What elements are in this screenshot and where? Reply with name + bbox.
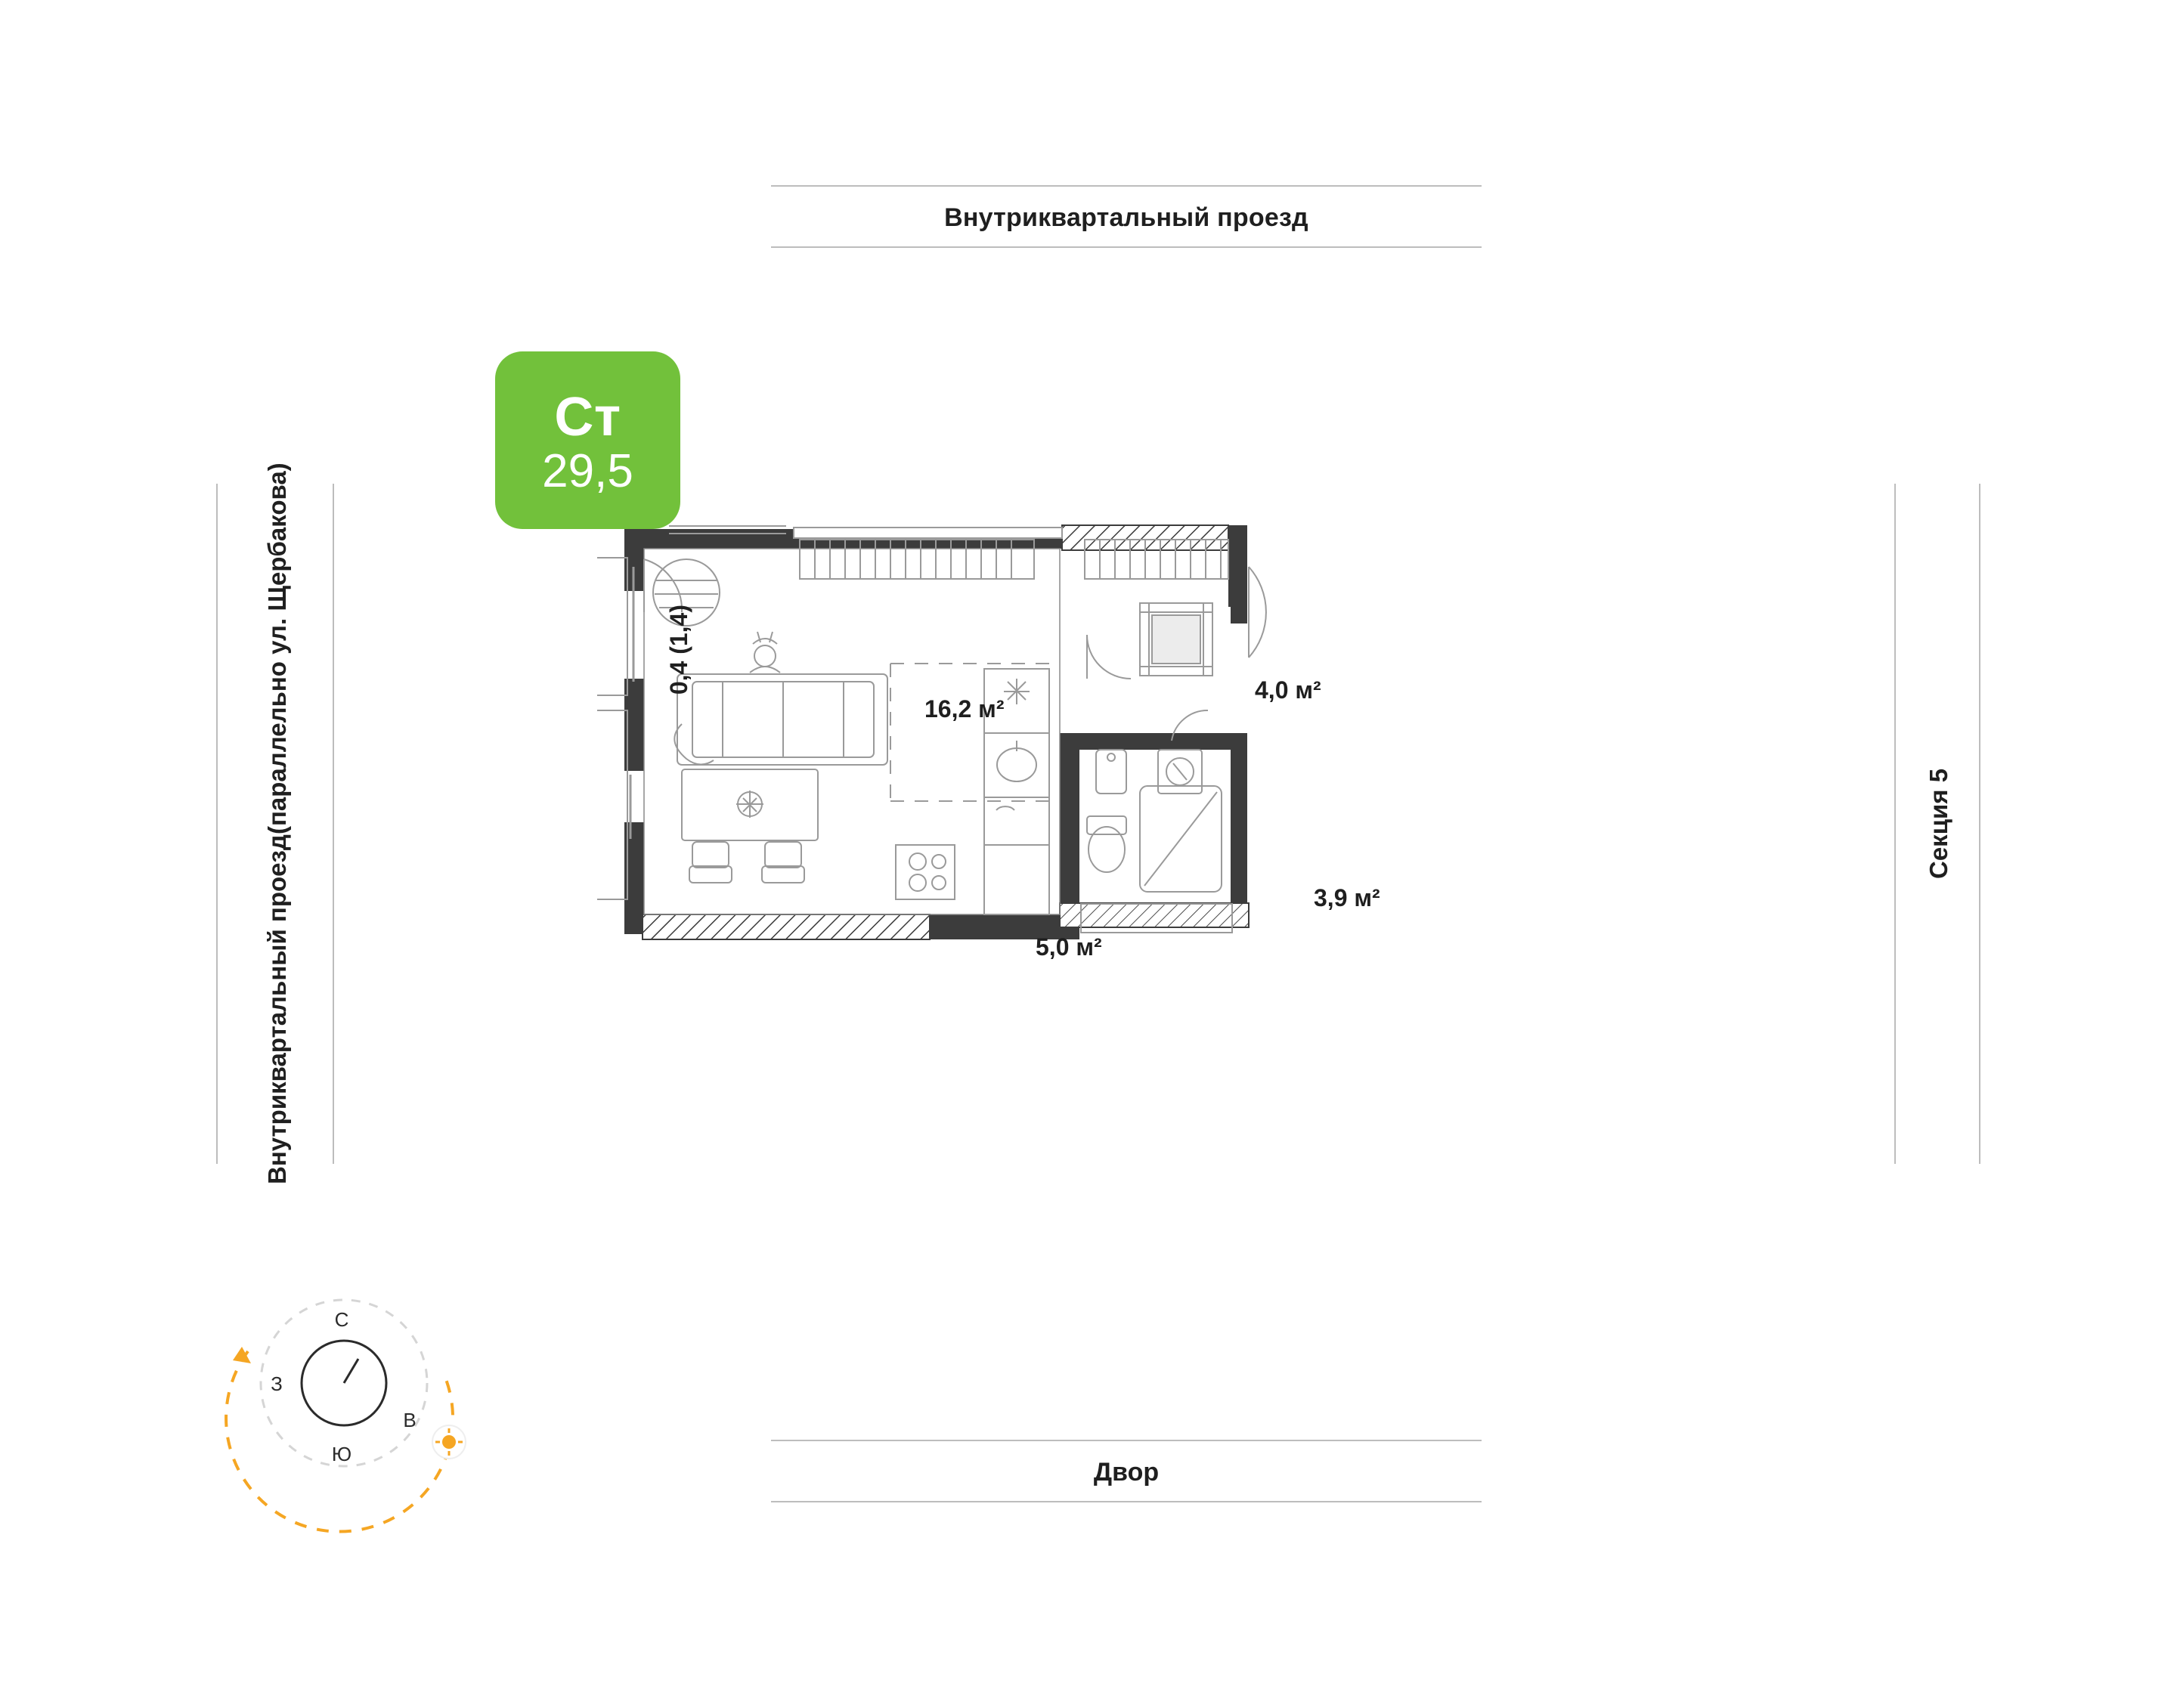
floor-plan-drawing <box>597 484 1580 1198</box>
balcony-area-label: 0,4 (1,4) <box>665 605 692 695</box>
compass-west-label: З <box>271 1372 283 1395</box>
compass-rose <box>204 1262 491 1538</box>
divider-line-right-1 <box>1894 484 1896 1164</box>
right-section-label-text: Секция 5 <box>1925 768 1952 880</box>
right-section-label <box>1890 484 1988 1164</box>
apartment-area-text: 29,5 <box>542 444 633 497</box>
bottom-yard-label <box>771 1440 1482 1502</box>
compass-east-label: В <box>403 1409 417 1431</box>
divider-line-left-2 <box>333 484 334 1164</box>
bathroom-area-label: 3,9 м² <box>1314 884 1380 911</box>
left-street-label-line2: (параллельно ул. Щербакова) <box>263 463 291 835</box>
left-street-label-line1: Внутриквартальный проезд <box>263 834 291 1185</box>
kitchen-area-label: 5,0 м² <box>1036 933 1102 961</box>
top-street-label-text: Внутриквартальный проезд <box>944 203 1308 232</box>
compass-north-label: С <box>334 1308 349 1331</box>
left-street-label <box>212 463 340 1185</box>
apartment-type-text: Ст <box>554 386 621 447</box>
divider-line-top-2 <box>771 246 1482 248</box>
divider-line-bottom-2 <box>771 1501 1482 1502</box>
hallway-area-label: 4,0 м² <box>1255 676 1321 704</box>
living-room-area-label: 16,2 м² <box>924 695 1005 722</box>
divider-line-right-2 <box>1979 484 1980 1164</box>
divider-line-left-1 <box>216 484 218 1164</box>
compass-south-label: Ю <box>331 1443 352 1465</box>
left-street-label-text <box>233 463 322 1185</box>
bottom-yard-label-text: Двор <box>1093 1458 1160 1487</box>
top-street-label <box>771 185 1482 248</box>
